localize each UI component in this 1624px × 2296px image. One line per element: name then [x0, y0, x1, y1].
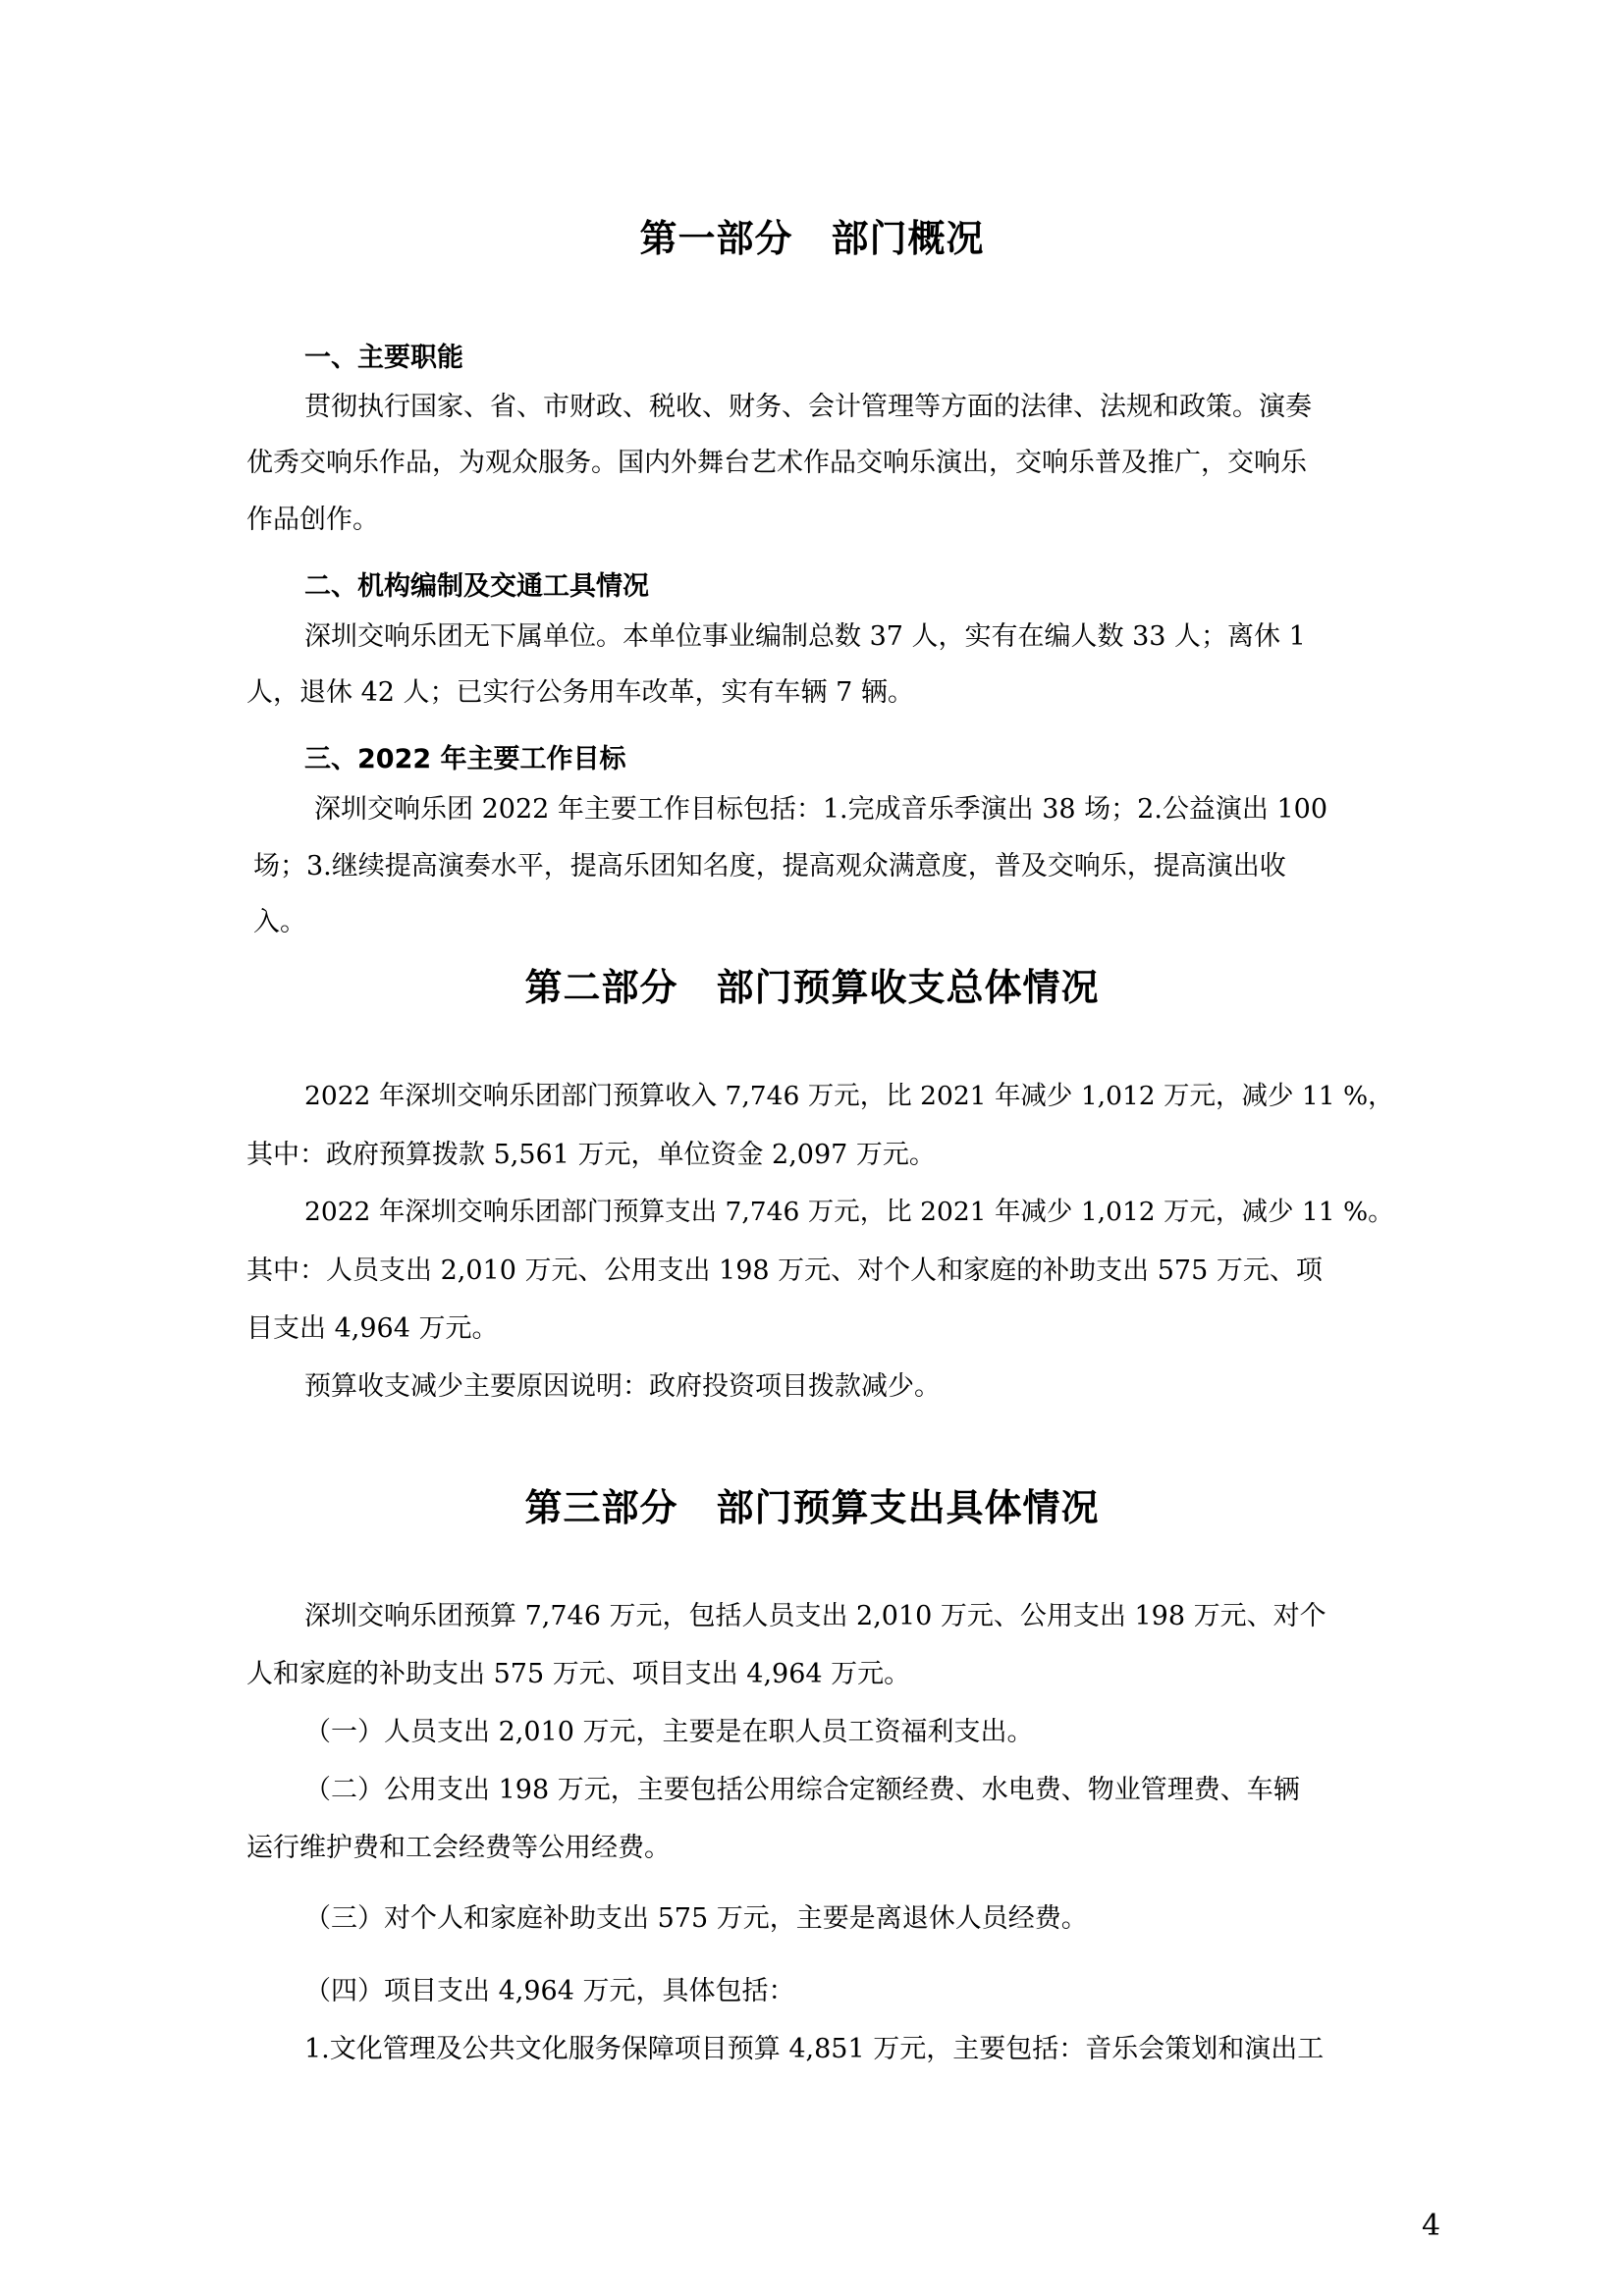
paragraph-line: 优秀交响乐作品，为观众服务。国内外舞台艺术作品交响乐演出，交响乐普及推广，交响乐: [246, 448, 1307, 478]
paragraph-line: 深圳交响乐团无下属单位。本单位事业编制总数 37 人，实有在编人数 33 人；离休 1: [304, 621, 1306, 652]
paragraph-line: 场；3.继续提高演奏水平，提高乐团知名度，提高观众满意度，普及交响乐，提高演出收: [253, 851, 1286, 881]
paragraph-line: 深圳交响乐团 2022 年主要工作目标包括：1.完成音乐季演出 38 场；2.公益演出 100: [314, 794, 1328, 825]
paragraph-line: 1.文化管理及公共文化服务保障项目预算 4,851 万元，主要包括：音乐会策划和演出工: [304, 2034, 1325, 2064]
paragraph-line: （一）人员支出 2,010 万元，主要是在职人员工资福利支出。: [304, 1717, 1034, 1747]
paragraph-line: 人和家庭的补助支出 575 万元、项目支出 4,964 万元。: [246, 1659, 911, 1689]
part2-title: 第二部分 部门预算收支总体情况: [524, 966, 1100, 1009]
paragraph-line: 作品创作。: [246, 505, 379, 535]
part1-title: 第一部分 部门概况: [639, 217, 985, 260]
paragraph-line: 2022 年深圳交响乐团部门预算支出 7,746 万元，比 2021 年减少 1,012 万元，减少 11 %。: [304, 1197, 1394, 1227]
paragraph-line: 预算收支减少主要原因说明：政府投资项目拨款减少。: [304, 1371, 941, 1402]
paragraph-line: 人，退休 42 人；已实行公务用车改革，实有车辆 7 辆。: [246, 677, 914, 708]
part3-title: 第三部分 部门预算支出具体情况: [524, 1486, 1100, 1529]
page-number: 4: [1422, 2209, 1441, 2243]
paragraph-line: 深圳交响乐团预算 7,746 万元，包括人员支出 2,010 万元、公用支出 198 万元、对个: [304, 1601, 1326, 1631]
paragraph-line: 其中：人员支出 2,010 万元、公用支出 198 万元、对个人和家庭的补助支出 575 万元、项: [246, 1255, 1323, 1286]
paragraph-line: 入。: [253, 907, 306, 937]
paragraph-line: 2022 年深圳交响乐团部门预算收入 7,746 万元，比 2021 年减少 1,012 万元，减少 11 %，: [304, 1081, 1394, 1111]
section3-heading: 三、2022 年主要工作目标: [304, 744, 626, 774]
paragraph-line: （三）对个人和家庭补助支出 575 万元，主要是离退休人员经费。: [304, 1903, 1088, 1934]
paragraph-line: 贯彻执行国家、省、市财政、税收、财务、会计管理等方面的法律、法规和政策。演奏: [304, 392, 1312, 422]
section2-heading: 二、机构编制及交通工具情况: [304, 571, 649, 602]
section1-heading: 一、主要职能: [304, 343, 463, 373]
paragraph-line: 目支出 4,964 万元。: [246, 1313, 499, 1344]
paragraph-line: 运行维护费和工会经费等公用经费。: [246, 1833, 671, 1863]
paragraph-line: （二）公用支出 198 万元，主要包括公用综合定额经费、水电费、物业管理费、车辆: [304, 1775, 1300, 1805]
paragraph-line: 其中：政府预算拨款 5,561 万元，单位资金 2,097 万元。: [246, 1140, 936, 1170]
paragraph-line: （四）项目支出 4,964 万元，具体包括：: [304, 1976, 795, 2006]
